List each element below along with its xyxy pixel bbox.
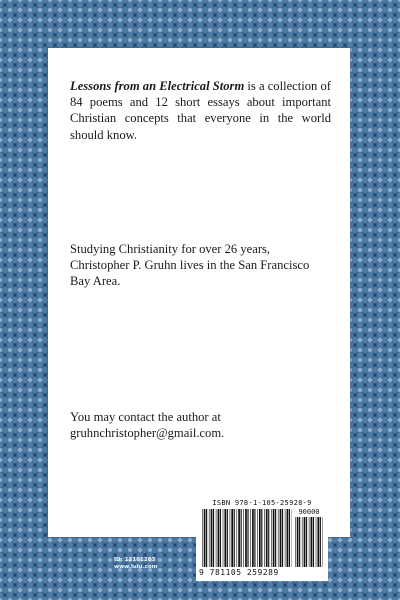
addon-barcode-bars [295, 517, 323, 567]
lulu-url: www.lulu.com [114, 564, 158, 570]
lulu-id: ID: 12101203 [114, 557, 156, 563]
lulu-imprint [114, 557, 157, 571]
addon-number: 90000 [298, 508, 320, 516]
book-title: Lessons from an Electrical Storm [70, 79, 245, 93]
contact-line: You may contact the author at [70, 410, 221, 424]
description-text: is a collection of 84 poems and 12 short essays about important Christian concepts that everyone in the world should know. [70, 79, 331, 142]
barcode-digits: 9 781105 259289 [199, 568, 279, 577]
isbn-barcode [196, 496, 328, 581]
isbn-label: ISBN 978-1-105-25928-9 [212, 499, 312, 507]
book-description [70, 78, 331, 143]
barcode-bars [202, 509, 292, 567]
author-bio: Studying Christianity for over 26 years, Christopher P. Gruhn lives in the San Francisco Bay Area. [70, 242, 310, 289]
back-cover-panel [48, 48, 350, 537]
author-contact [70, 409, 331, 441]
contact-email: gruhnchristopher@gmail.com. [70, 426, 225, 441]
